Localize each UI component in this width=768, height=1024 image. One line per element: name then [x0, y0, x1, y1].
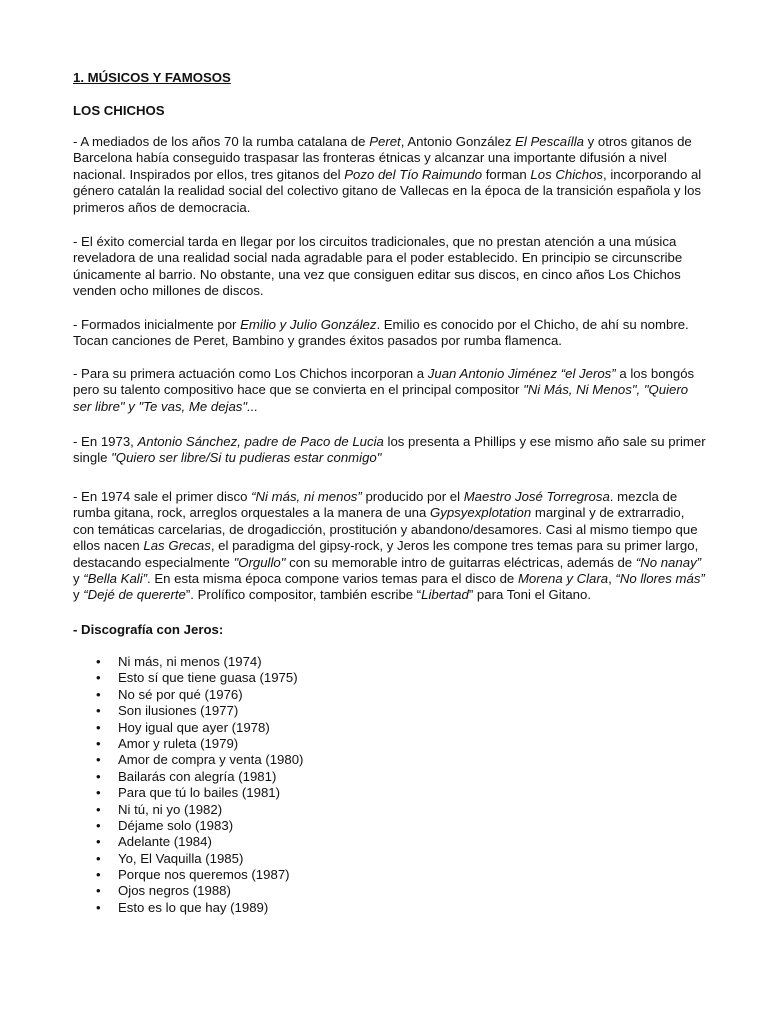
- text-run: - En 1974 sale el primer disco: [73, 489, 252, 504]
- list-item: • Amor de compra y venta (1980): [73, 752, 707, 768]
- list-item: • Hoy igual que ayer (1978): [73, 720, 707, 736]
- text-run: los presenta a Phillips y ese mismo año sale su primer single: [73, 434, 706, 466]
- italic-run: Las Grecas: [143, 538, 211, 554]
- italic-run: Libertad: [421, 587, 469, 603]
- list-item: • Ni tú, ni yo (1982): [73, 802, 707, 818]
- section-subheading: LOS CHICHOS: [73, 103, 165, 118]
- paragraph-1974: [73, 489, 707, 604]
- italic-run: “No llores más”: [615, 571, 705, 587]
- paragraph-commercial-success: [73, 234, 707, 300]
- list-item: • Bailarás con alegría (1981): [73, 769, 707, 785]
- text-run: ,: [608, 571, 616, 587]
- text-run: marginal y de extrarradio, con temáticas carcelarias, de drogadicción, prostitución y abandono/desamores. Casi al mismo tiempo que ellos nacen: [73, 505, 698, 554]
- discography-list: [73, 654, 707, 916]
- text-run: . Emilio es conocido por el Chicho, de ahí su nombre. Tocan canciones de Peret, Bambino y grandes éxitos pasados por rumba flamenca.: [73, 317, 689, 349]
- paragraph-origins: [73, 134, 707, 216]
- text-run: , Antonio González: [400, 134, 516, 149]
- italic-run: “Ni más, ni menos”: [251, 489, 362, 504]
- text-run: a los bongós pero su talento compositivo hace que se convierta en el principal compositor: [73, 366, 695, 398]
- list-item: • Esto es lo que hay (1989): [73, 900, 707, 916]
- text-run: - En 1973,: [73, 434, 138, 449]
- text-run: forman: [482, 166, 531, 182]
- text-run: con su memorable intro de guitarras eléctricas, además de: [285, 554, 636, 570]
- list-item: • Adelante (1984): [73, 834, 707, 850]
- text-run: - Formados inicialmente por: [73, 317, 241, 332]
- section-heading: 1. MÚSICOS Y FAMOSOS: [73, 70, 231, 85]
- list-item: • Ojos negros (1988): [73, 883, 707, 899]
- text-run: ” para Toni el Gitano.: [468, 587, 592, 603]
- text-run: , incorporando al género catalán la realidad social del colectivo gitano de Vallecas en la época de la transición española y los primeros años de democracia.: [73, 166, 702, 215]
- text-run: - El éxito comercial tarda en llegar por los circuitos tradicionales, que no prestan atención a una música reveladora de una realidad social nada agradable para el poder establecido. En principio se circunscribe únicamente al barrio. No obstante, una vez que consiguen editar sus discos, en cinco años Los Chichos venden ocho millones de discos.: [73, 234, 683, 299]
- italic-run: Emilio y Julio González: [240, 317, 377, 332]
- paragraph-first-performance: [73, 366, 707, 415]
- italic-run: "Quiero ser libre/Si tu pudieras estar conmigo": [111, 450, 382, 466]
- italic-run: Morena y Clara: [517, 571, 609, 587]
- list-item: • Porque nos queremos (1987): [73, 867, 707, 883]
- text-run: - A mediados de los años 70 la rumba catalana de: [73, 134, 370, 149]
- italic-run: “Bella Kali”: [83, 571, 148, 587]
- paragraph-1973: [73, 434, 707, 467]
- list-item: • Amor y ruleta (1979): [73, 736, 707, 752]
- discography-label: - Discografía con Jeros:: [73, 622, 224, 637]
- list-item: • No sé por qué (1976): [73, 687, 707, 703]
- italic-run: Pozo del Tío Raimundo: [344, 166, 483, 182]
- text-run: y otros gitanos de Barcelona había conseguido traspasar las fronteras étnicas y alcanzar una importante difusión a nivel nacional. Inspirados por ellos, tres gitanos del: [73, 134, 692, 182]
- paragraph-formation: [73, 317, 707, 350]
- italic-run: Maestro José Torregrosa: [463, 489, 610, 504]
- italic-run: Los Chichos: [530, 166, 603, 182]
- list-item: • Para que tú lo bailes (1981): [73, 785, 707, 801]
- list-item: • Ni más, ni menos (1974): [73, 654, 707, 670]
- list-item: • Son ilusiones (1977): [73, 703, 707, 719]
- list-item: • Déjame solo (1983): [73, 818, 707, 834]
- text-run: y: [73, 587, 84, 603]
- text-run: - Para su primera actuación como Los Chichos incorporan a: [73, 366, 428, 381]
- italic-run: “Dejé de quererte: [83, 587, 186, 603]
- italic-run: "Ni Más, Ni Menos", "Quiero ser libre" y "Te vas, Me dejas"...: [73, 382, 689, 414]
- italic-run: “No nanay”: [635, 554, 702, 570]
- italic-run: Gypsyexplotation: [430, 505, 532, 521]
- italic-run: Juan Antonio Jiménez “el Jeros”: [427, 366, 616, 381]
- text-run: , el paradigma del gipsy-rock, y Jeros les compone tres temas para su primer largo, destacando especialmente: [73, 538, 699, 570]
- italic-run: El Pescaílla: [515, 134, 584, 149]
- text-run: y: [73, 571, 84, 587]
- italic-run: Antonio Sánchez, padre de Paco de Lucia: [137, 434, 384, 449]
- text-run: producido por el: [361, 489, 464, 504]
- list-item: • Esto sí que tiene guasa (1975): [73, 670, 707, 686]
- text-run: ”. Prolífico compositor, también escribe “: [185, 587, 422, 603]
- text-run: . mezcla de rumba gitana, rock, arreglos orquestales a la manera de una: [73, 489, 678, 521]
- list-item: • Yo, El Vaquilla (1985): [73, 851, 707, 867]
- italic-run: "Orgullo": [233, 554, 286, 570]
- italic-run: Peret: [369, 134, 401, 149]
- text-run: . En esta misma época compone varios temas para el disco de: [147, 571, 518, 587]
